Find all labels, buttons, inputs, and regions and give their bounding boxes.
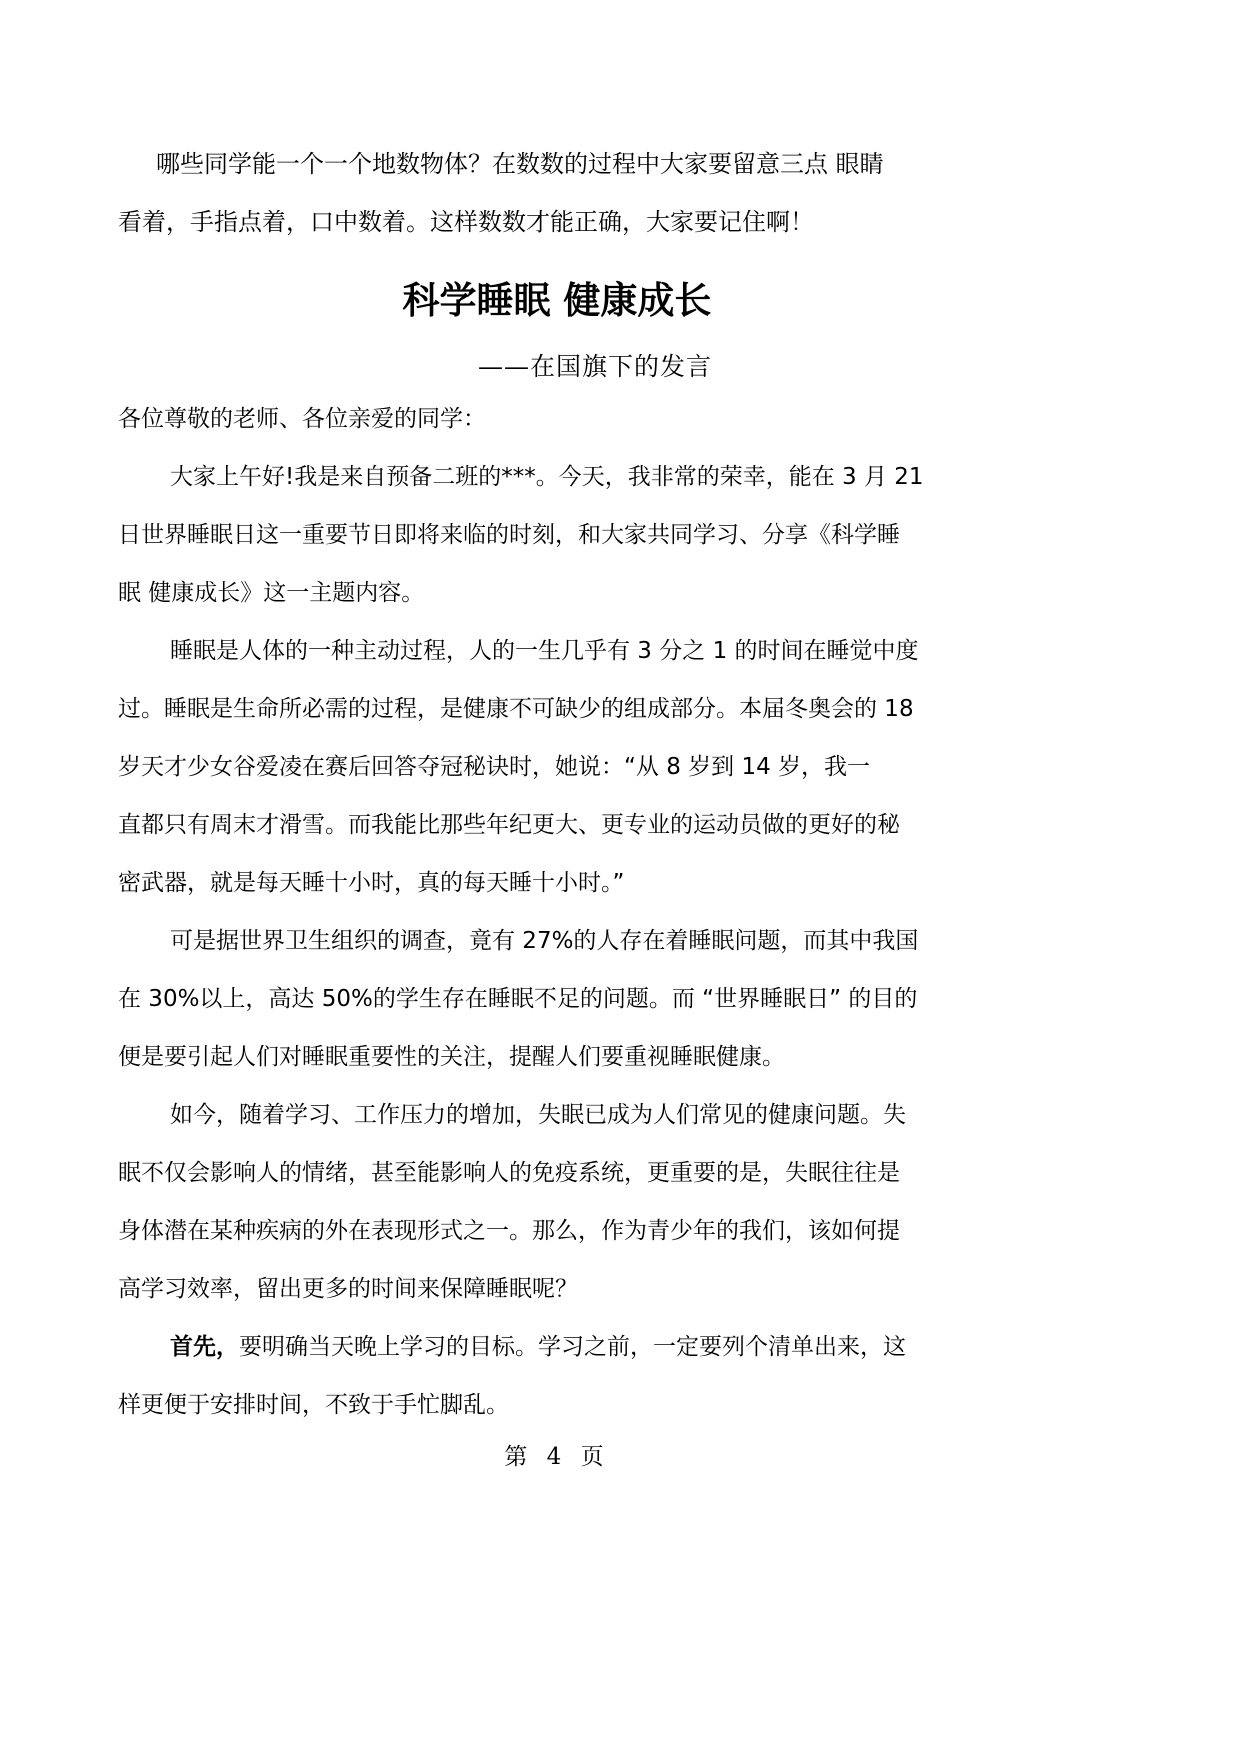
p5-line-1: [170, 1336, 906, 1359]
article-subtitle: ——在国旗下的发言: [477, 352, 712, 381]
p5-lead-bold: 首先，: [170, 1334, 239, 1360]
p2-line-1: 睡眠是人体的一种主动过程，人的一生几乎有 3 分之 1 的时间在睡觉中度: [170, 638, 919, 664]
article-title: 科学睡眠 健康成长: [402, 278, 712, 322]
intro-line-2: 看着，手指点着，口中数着。这样数数才能正确，大家要记住啊！: [118, 208, 814, 236]
p1-line-1: 大家上午好!我是来自预备二班的***。今天，我非常的荣幸，能在 3 月 21: [170, 464, 924, 490]
p2-line-3: 岁天才少女谷爱凌在赛后回答夺冠秘诀时，她说：“从 8 岁到 14 岁，我一: [118, 754, 871, 780]
p2-line-5: 密武器，就是每天睡十小时，真的每天睡十小时。”: [118, 870, 625, 896]
p2-line-2: 过。睡眠是生命所必需的过程，是健康不可缺少的组成部分。本届冬奥会的 18: [118, 696, 914, 722]
p5-line-2: 样更便于安排时间，不致于手忙脚乱。: [118, 1392, 509, 1418]
p4-line-3: 身体潜在某种疾病的外在表现形式之一。那么，作为青少年的我们，该如何提: [118, 1218, 900, 1244]
intro-line-1: 哪些同学能一个一个地数物体？在数数的过程中大家要留意三点 眼睛: [156, 150, 884, 178]
p1-line-3: 眠 健康成长》这一主题内容。: [118, 580, 425, 606]
p5-line-1-rest: 要明确当天晚上学习的目标。学习之前，一定要列个清单出来，这: [239, 1334, 906, 1360]
p1-line-2: 日世界睡眠日这一重要节日即将来临的时刻，和大家共同学习、分享《科学睡: [118, 522, 900, 548]
salutation: 各位尊敬的老师、各位亲爱的同学：: [118, 406, 486, 432]
p3-line-1: 可是据世界卫生组织的调查，竟有 27%的人存在着睡眠问题，而其中我国: [170, 928, 919, 954]
p3-line-3: 便是要引起人们对睡眠重要性的关注，提醒人们要重视睡眠健康。: [118, 1044, 785, 1070]
page-number: 第 4 页: [504, 1444, 610, 1470]
p2-line-4: 直都只有周末才滑雪。而我能比那些年纪更大、更专业的运动员做的更好的秘: [118, 812, 900, 838]
p3-line-2: 在 30%以上，高达 50%的学生存在睡眠不足的问题。而 “世界睡眠日” 的目的: [118, 986, 918, 1012]
p4-line-4: 高学习效率，留出更多的时间来保障睡眠呢？: [118, 1276, 578, 1302]
p4-line-2: 眠不仅会影响人的情绪，甚至能影响人的免疫系统，更重要的是，失眠往往是: [118, 1160, 900, 1186]
p4-line-1: 如今，随着学习、工作压力的增加，失眠已成为人们常见的健康问题。失: [170, 1102, 906, 1128]
